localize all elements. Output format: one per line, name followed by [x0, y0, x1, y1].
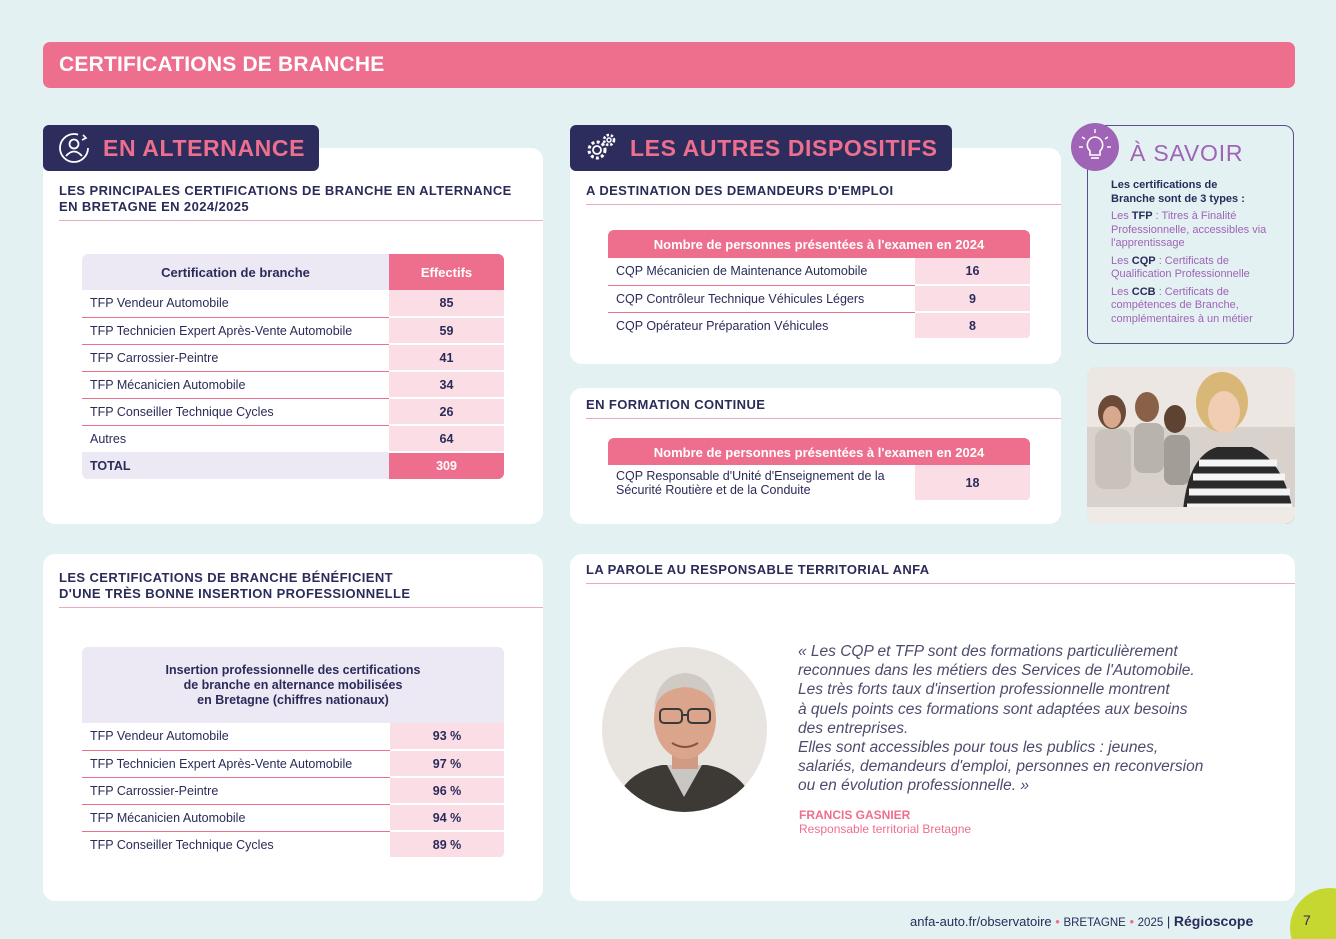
autres-tag-label: LES AUTRES DISPOSITIFS — [630, 134, 938, 161]
person-cycle-icon — [57, 131, 91, 165]
alternance-card — [43, 148, 543, 524]
continue-table — [608, 438, 1030, 502]
a-savoir-text: Les certifications de Branche sont de 3 types : Les TFP : Titres à Finalité Professionnelle, accessibles via l'apprentissage Les CQP : Certificats de Qualification Professionnelle Les CCB : Certificats de compétences de Branche, complémentaires à un métier — [1111, 179, 1287, 330]
footer: anfa-auto.fr/observatoire • BRETAGNE • 2025 | Régioscope — [910, 913, 1254, 929]
table-row: TFP Conseiller Technique Cycles 89 % — [82, 831, 504, 858]
page-banner: CERTIFICATIONS DE BRANCHE — [43, 42, 1295, 88]
parole-section-title: LA PAROLE AU RESPONSABLE TERRITORIAL ANFA — [586, 562, 1295, 584]
insertion-table — [82, 647, 504, 859]
page-number-badge — [1290, 888, 1336, 939]
gears-icon — [584, 131, 618, 165]
table-row: TFP Vendeur Automobile 93 % — [82, 723, 504, 750]
alternance-table — [82, 254, 504, 479]
footer-site[interactable]: anfa-auto.fr/observatoire — [910, 914, 1052, 929]
a-savoir-title: À SAVOIR — [1130, 140, 1244, 166]
demandeurs-table — [608, 230, 1030, 340]
continue-section-title: EN FORMATION CONTINUE — [586, 397, 1061, 419]
autres-tag — [570, 125, 952, 171]
alternance-tag — [43, 125, 319, 171]
table-row: TFP Carrossier-Peintre 41 — [82, 344, 504, 371]
column-header-certification: Certification de branche — [82, 254, 389, 290]
table-row: CQP Responsable d'Unité d'Enseignement de la Sécurité Routière et de la Conduite 18 — [608, 465, 1030, 501]
quote-text: « Les CQP et TFP sont des formations particulièrement reconnues dans les métiers des Services de l'Automobile. Les très forts taux d'insertion professionnelle montrent à quels points ces formations sont adaptées aux besoins des entreprises. Elles sont accessibles pour tous les publics : jeunes, salariés, demandeurs d'emploi, personnes en reconversion ou en évolution professionnelle. » — [798, 643, 1204, 795]
alternance-section-title: LES PRINCIPALES CERTIFICATIONS DE BRANCHE EN ALTERNANCE EN BRETAGNE EN 2024/2025 — [59, 183, 543, 221]
column-header-effectifs: Effectifs — [389, 254, 504, 290]
savoir-item-ccb: Les CCB : Certificats de compétences de Branche, complémentaires à un métier — [1111, 285, 1253, 325]
demandeurs-section-title: A DESTINATION DES DEMANDEURS D'EMPLOI — [586, 183, 1061, 205]
table-row: TFP Carrossier-Peintre 96 % — [82, 777, 504, 804]
table-row: CQP Opérateur Préparation Véhicules 8 — [608, 312, 1030, 339]
footer-year: 2025 — [1137, 917, 1164, 929]
alternance-tag-label: EN ALTERNANCE — [103, 134, 306, 161]
lightbulb-icon — [1071, 123, 1119, 171]
insertion-section-title: LES CERTIFICATIONS DE BRANCHE BÉNÉFICIENT D'UNE TRÈS BONNE INSERTION PROFESSIONNELLE — [59, 570, 543, 608]
footer-brand: Régioscope — [1173, 913, 1254, 929]
table-row: TFP Mécanicien Automobile 34 — [82, 371, 504, 398]
savoir-item-cqp: Les CQP : Certificats de Qualification Professionnelle — [1111, 254, 1250, 280]
table-row: TFP Conseiller Technique Cycles 26 — [82, 398, 504, 425]
footer-region: BRETAGNE — [1063, 917, 1126, 929]
table-total-row: TOTAL 309 — [82, 452, 504, 479]
continue-card — [570, 388, 1061, 524]
insertion-card — [43, 554, 543, 901]
table-row: CQP Mécanicien de Maintenance Automobile 16 — [608, 258, 1030, 285]
demandeurs-card — [570, 148, 1061, 364]
savoir-item-tfp: Les TFP : Titres à Finalité Professionnelle, accessibles via l'apprentissage — [1111, 210, 1267, 249]
demandeurs-table-header: Nombre de personnes présentées à l'examen en 2024 — [608, 230, 1030, 258]
portrait-photo — [602, 647, 767, 812]
table-row: Autres 64 — [82, 425, 504, 452]
table-row: TFP Vendeur Automobile 85 — [82, 290, 504, 317]
continue-table-header: Nombre de personnes présentées à l'examen en 2024 — [608, 438, 1030, 465]
page-number: 7 — [1303, 912, 1311, 928]
quote-role: Responsable territorial Bretagne — [799, 822, 972, 836]
quote-author: FRANCIS GASNIER — [799, 808, 911, 822]
table-row: CQP Contrôleur Technique Véhicules Légers 9 — [608, 285, 1030, 312]
students-photo — [1087, 367, 1295, 524]
table-row: TFP Technicien Expert Après-Vente Automobile 59 — [82, 317, 504, 344]
insertion-table-header: Insertion professionnelle des certifications de branche en alternance mobilisées en Bretagne (chiffres nationaux) — [82, 647, 504, 723]
table-row: TFP Mécanicien Automobile 94 % — [82, 804, 504, 831]
table-row: TFP Technicien Expert Après-Vente Automobile 97 % — [82, 750, 504, 777]
